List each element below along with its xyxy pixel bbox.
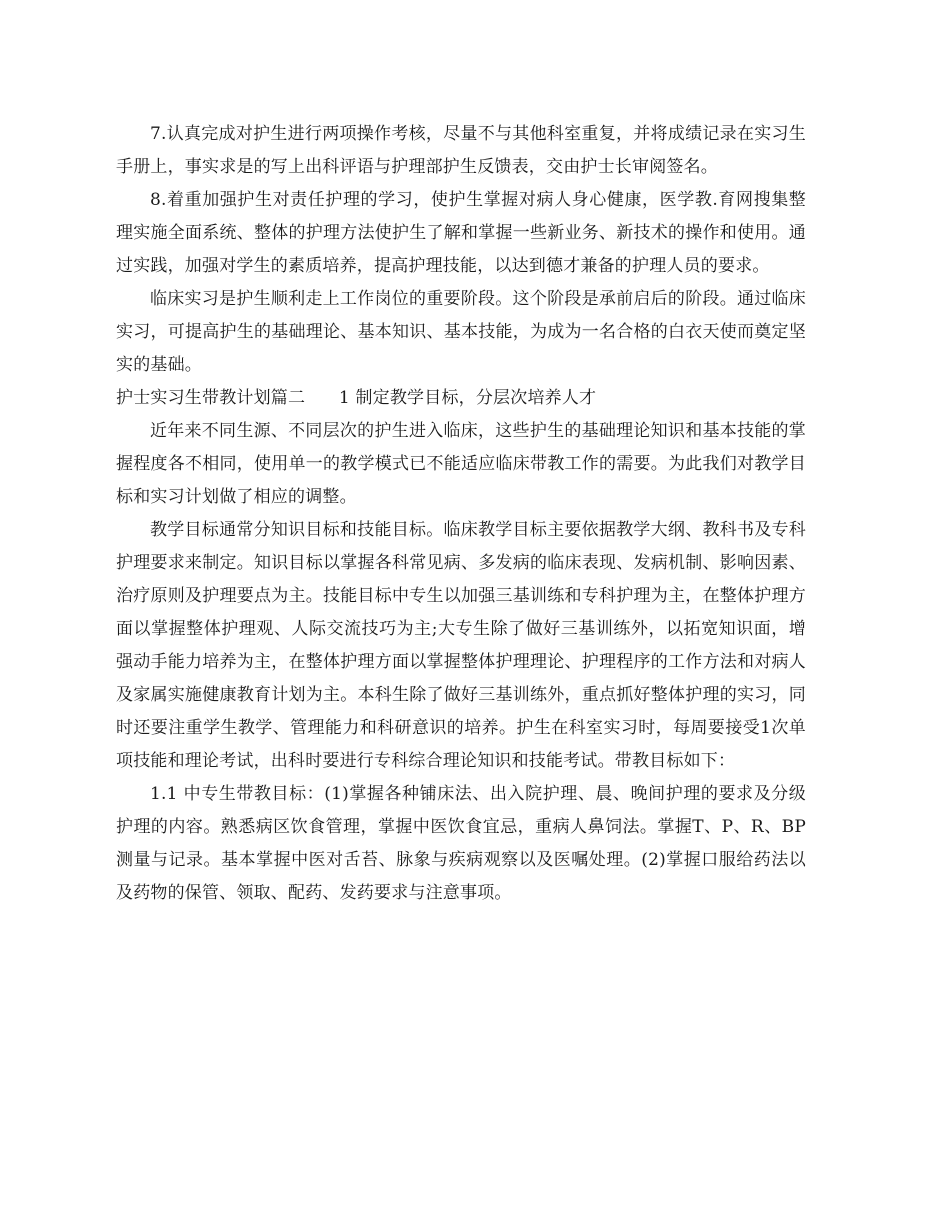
paragraph-item-7: 7.认真完成对护生进行两项操作考核，尽量不与其他科室重复，并将成绩记录在实习生手册上，事实求是的写上出科评语与护理部护生反馈表，交由护士长审阅签名。 — [116, 124, 806, 177]
paragraph-goal-1-1: 1.1 中专生带教目标：(1)掌握各种铺床法、出入院护理、晨、晚间护理的要求及分级护理的内容。熟悉病区饮食管理，掌握中医饮食宜忌，重病人鼻饲法。掌握T、P、R、BP测量与记录。基本掌握中医对舌苔、脉象与疾病观察以及医嘱处理。(2)掌握口服给药法以及药物的保管、领取、配药、发药要求与注意事项。 — [116, 784, 806, 903]
paragraph-teaching-goals: 教学目标通常分知识目标和技能目标。临床教学目标主要依据教学大纲、教科书及专科护理要求来制定。知识目标以掌握各科常见病、多发病的临床表现、发病机制、影响因素、治疗原则及护理要点为主。技能目标中专生以加强三基训练和专科护理为主，在整体护理方面以掌握整体护理观、人际交流技巧为主;大专生除了做好三基训练外，以拓宽知识面，增强动手能力培养为主，在整体护理方面以掌握整体护理理论、护理程序的工作方法和对病人及家属实施健康教育计划为主。本科生除了做好三基训练外，重点抓好整体护理的实习，同时还要注重学生教学、管理能力和科研意识的培养。护生在科室实习时，每周要接受1次单项技能和理论考试，出科时要进行专科综合理论知识和技能考试。带教目标如下： — [116, 520, 806, 771]
paragraph-intro: 近年来不同生源、不同层次的护生进入临床，这些护生的基础理论知识和基本技能的掌握程度各不相同，使用单一的教学模式已不能适应临床带教工作的需要。为此我们对教学目标和实习计划做了相应的调整。 — [116, 421, 806, 507]
paragraph-clinical-internship: 临床实习是护生顺利走上工作岗位的重要阶段。这个阶段是承前启后的阶段。通过临床实习，可提高护生的基础理论、基本知识、基本技能，为成为一名合格的白衣天使而奠定坚实的基础。 — [116, 289, 806, 375]
paragraph-item-8: 8.着重加强护生对责任护理的学习，使护生掌握对病人身心健康，医学教.育网搜集整理实施全面系统、整体的护理方法使护生了解和掌握一些新业务、新技术的操作和使用。通过实践，加强对学生的素质培养，提高护理技能，以达到德才兼备的护理人员的要求。 — [116, 190, 806, 276]
document-body — [116, 118, 806, 910]
section-heading: 护士实习生带教计划篇二 1 制定教学目标，分层次培养人才 — [116, 388, 597, 408]
